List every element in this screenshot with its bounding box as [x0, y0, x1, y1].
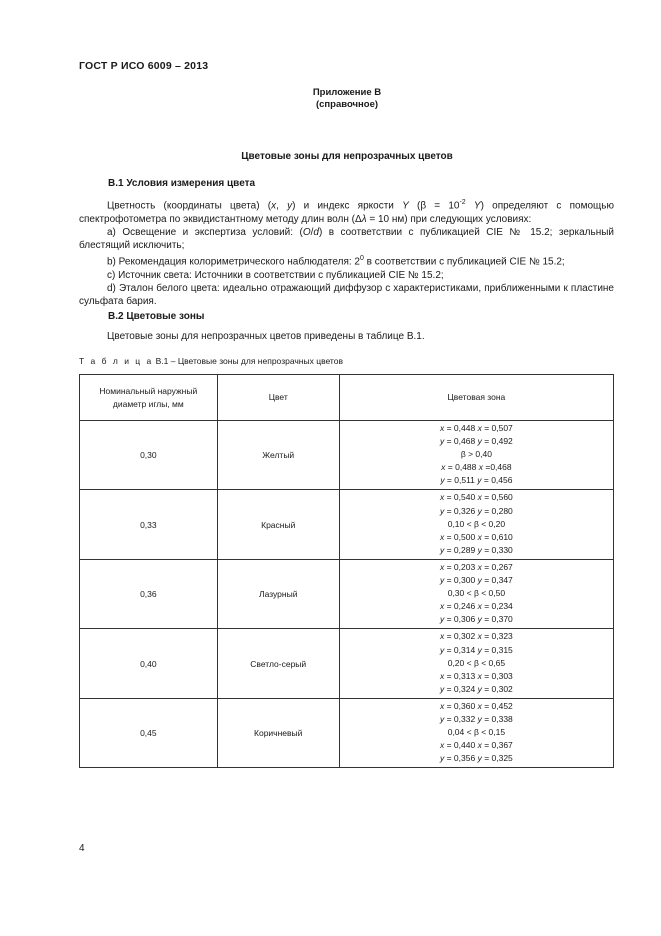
zone-line: β > 0,40 [460, 449, 492, 460]
cell-diameter: 0,45 [80, 698, 218, 767]
cell-zone [339, 698, 613, 767]
zone-line: x = 0,246 x = 0,234 [440, 601, 513, 612]
cell-diameter: 0,33 [80, 490, 218, 559]
annex-block [0, 87, 661, 111]
table-row [80, 490, 614, 559]
cell-color: Коричневый [217, 698, 339, 767]
zone-line: x = 0,302 x = 0,323 [440, 631, 513, 642]
condition-item-c: с) Источник света: Источники в соответствии с публикацией CIE № 15.2; [107, 269, 444, 281]
zone-line: y = 0,289 y = 0,330 [440, 544, 513, 555]
table-caption [79, 356, 343, 366]
table-row [80, 698, 614, 767]
zone-line: y = 0,324 y = 0,302 [440, 683, 513, 694]
cell-color: Лазурный [217, 559, 339, 628]
cell-zone [339, 629, 613, 698]
condition-item-d: d) Эталон белого цвета: идеально отражающий диффузор с характеристиками, приближенными к пластине сульфата бария. [79, 282, 614, 308]
zone-line: x = 0,203 x = 0,267 [440, 561, 513, 572]
zone-line: y = 0,326 y = 0,280 [440, 505, 513, 516]
cell-zone [339, 490, 613, 559]
zone-line: x = 0,360 x = 0,452 [440, 700, 513, 711]
page-number: 4 [79, 843, 85, 854]
section-1-heading: В.1 Условия измерения цвета [108, 178, 256, 189]
section-2-paragraph: Цветовые зоны для непрозрачных цветов приведены в таблице В.1. [107, 331, 425, 342]
section-2-heading: В.2 Цветовые зоны [108, 311, 205, 322]
table-row [80, 421, 614, 490]
color-zones-table [79, 374, 614, 768]
zone-line: y = 0,300 y = 0,347 [440, 575, 513, 586]
condition-item-b: b) Рекомендация колориметрического наблюдателя: $2^0$ в соответствии с публикацией CIE № 15.2; [107, 255, 565, 268]
zone-line: x = 0,500 x = 0,610 [440, 531, 513, 542]
condition-item-a: а) Освещение и экспертиза условий: (O/d) в соответствии с публикацией CIE № 15.2; зеркальный блестящий исключить; [79, 226, 614, 251]
cell-color: Желтый [217, 421, 339, 490]
zone-line: x = 0,313 x = 0,303 [440, 670, 513, 681]
zone-line: y = 0,314 y = 0,315 [440, 644, 513, 655]
header-zone: Цветовая зона [339, 375, 613, 421]
zone-line: y = 0,306 y = 0,370 [440, 614, 513, 625]
table-header-row [80, 375, 614, 421]
annex-subtitle: (справочное) [315, 99, 379, 110]
zone-line: x = 0,440 x = 0,367 [440, 740, 513, 751]
zone-line: 0,04 < β < 0,15 [447, 727, 506, 738]
cell-zone [339, 559, 613, 628]
zone-line: y = 0,511 y = 0,456 [440, 475, 513, 486]
cell-color: Светло-серый [217, 629, 339, 698]
cell-zone [339, 421, 613, 490]
header-color: Цвет [217, 375, 339, 421]
zone-line: y = 0,356 y = 0,325 [440, 753, 513, 764]
document-title: Цветовые зоны для непрозрачных цветов [241, 151, 453, 162]
zone-line: 0,20 < β < 0,65 [447, 657, 506, 668]
zone-line: y = 0,468 y = 0,492 [440, 436, 513, 447]
section-2-body [79, 330, 614, 343]
section-1-body [79, 196, 614, 308]
document-header: ГОСТ Р ИСО 6009 – 2013 [79, 60, 209, 72]
section-1-paragraph: Цветность (координаты цвета) (x, y) и индекс яркости Y ($\beta = 10^{-2}$ Y) определяют с помощью спектрофотометра по эквидистантному методу длин волн (Δλ = 10 нм) при следующих условиях: [79, 199, 614, 225]
zone-line: 0,30 < β < 0,50 [447, 588, 506, 599]
zone-line: x = 0,448 x = 0,507 [440, 423, 513, 433]
annex-title: Приложение В [312, 87, 382, 98]
table-row [80, 629, 614, 698]
table-caption-prefix: Т а б л и ц а [79, 356, 154, 366]
zone-line: y = 0,332 y = 0,338 [440, 713, 513, 724]
cell-diameter: 0,30 [80, 421, 218, 490]
table-caption-text: В.1 – Цветовые зоны для непрозрачных цветов [153, 356, 343, 366]
cell-diameter: 0,40 [80, 629, 218, 698]
table-row [80, 559, 614, 628]
header-diameter: Номинальный наружный диаметр иглы, мм [80, 375, 218, 421]
zone-line: x = 0,540 x = 0,560 [440, 492, 513, 503]
zone-line: x = 0,488 x =0,468 [441, 462, 512, 473]
zone-line: 0,10 < β < 0,20 [447, 518, 506, 529]
cell-color: Красный [217, 490, 339, 559]
cell-diameter: 0,36 [80, 559, 218, 628]
